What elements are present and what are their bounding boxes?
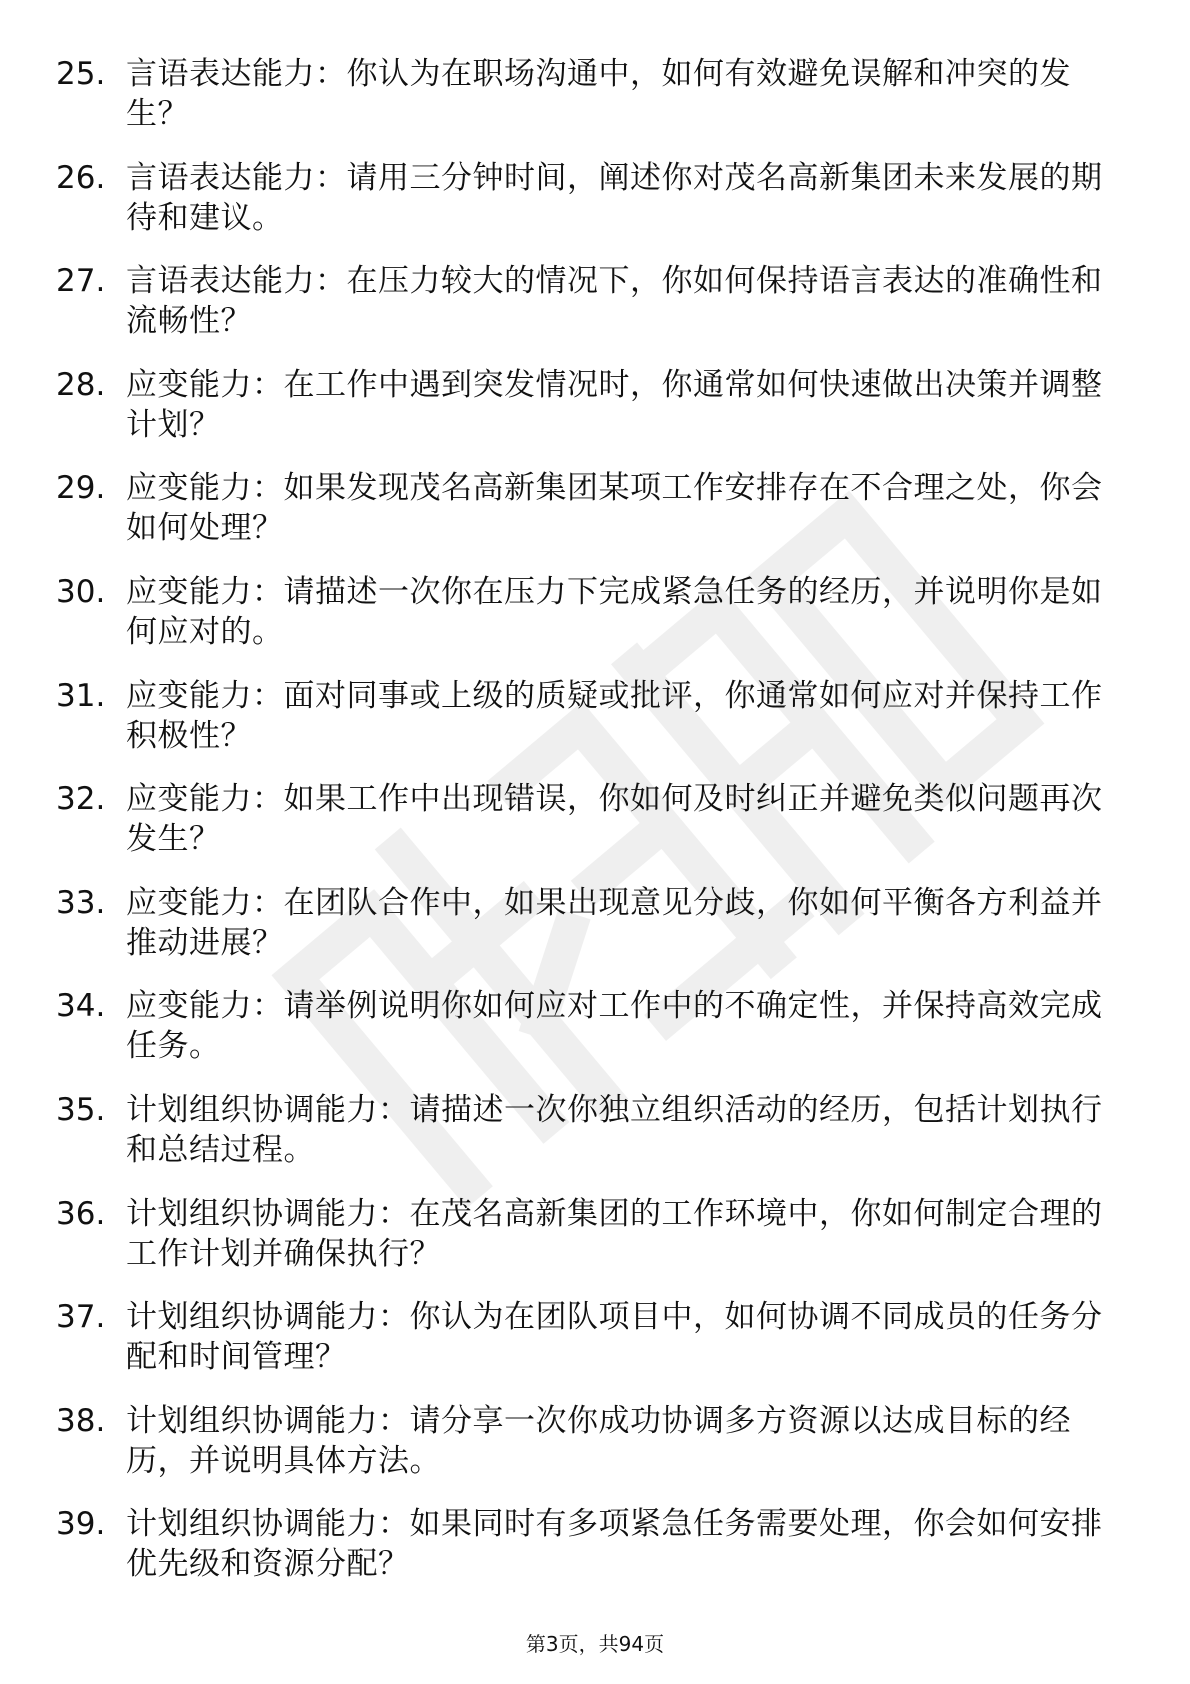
question-text: 应变能力：如果工作中出现错误，你如何及时纠正并避免类似问题再次发生？ — [126, 781, 1103, 858]
question-list — [56, 54, 1116, 1608]
question-number: 33. — [56, 884, 106, 921]
question-text: 应变能力：在团队合作中，如果出现意见分歧，你如何平衡各方利益并推动进展？ — [126, 884, 1103, 961]
list-item — [56, 365, 1116, 469]
question-number: 32. — [56, 781, 106, 818]
list-item — [56, 1401, 1116, 1505]
question-text: 计划组织协调能力：你认为在团队项目中，如何协调不同成员的任务分配和时间管理？ — [126, 1299, 1103, 1376]
list-item — [56, 883, 1116, 987]
list-item — [56, 572, 1116, 676]
list-item — [56, 1194, 1116, 1298]
question-text: 言语表达能力：你认为在职场沟通中，如何有效避免误解和冲突的发生？ — [126, 56, 1071, 132]
list-item — [56, 1090, 1116, 1194]
question-text: 计划组织协调能力：请分享一次你成功协调多方资源以达成目标的经历，并说明具体方法。 — [126, 1402, 1071, 1479]
question-text: 应变能力：如果发现茂名高新集团某项工作安排存在不合理之处，你会如何处理？ — [126, 470, 1103, 547]
list-item — [56, 1297, 1116, 1401]
list-item — [56, 468, 1116, 572]
question-number: 30. — [56, 573, 106, 610]
question-number: 29. — [56, 470, 106, 507]
question-number: 26. — [56, 159, 106, 196]
question-text: 言语表达能力：请用三分钟时间，阐述你对茂名高新集团未来发展的期待和建议。 — [126, 159, 1103, 236]
list-item — [56, 1504, 1116, 1608]
question-text: 计划组织协调能力：在茂名高新集团的工作环境中，你如何制定合理的工作计划并确保执行？ — [126, 1195, 1103, 1272]
question-number: 38. — [56, 1402, 106, 1439]
question-text: 应变能力：请举例说明你如何应对工作中的不确定性，并保持高效完成任务。 — [126, 988, 1103, 1065]
question-text: 应变能力：请描述一次你在压力下完成紧急任务的经历，并说明你是如何应对的。 — [126, 573, 1103, 650]
page-footer: 第3页，共94页 — [525, 1632, 665, 1656]
question-number: 25. — [56, 56, 106, 92]
question-number: 28. — [56, 366, 106, 403]
question-text: 应变能力：面对同事或上级的质疑或批评，你通常如何应对并保持工作积极性？ — [126, 677, 1103, 754]
question-text: 计划组织协调能力：如果同时有多项紧急任务需要处理，你会如何安排优先级和资源分配？ — [126, 1506, 1103, 1583]
question-number: 37. — [56, 1299, 106, 1336]
question-number: 35. — [56, 1091, 106, 1128]
question-number: 36. — [56, 1195, 106, 1232]
list-item — [56, 986, 1116, 1090]
question-number: 34. — [56, 988, 106, 1025]
list-item — [56, 676, 1116, 780]
question-text: 计划组织协调能力：请描述一次你独立组织活动的经历，包括计划执行和总结过程。 — [126, 1091, 1103, 1168]
list-item — [56, 158, 1116, 262]
list-item — [56, 261, 1116, 365]
question-text: 言语表达能力：在压力较大的情况下，你如何保持语言表达的准确性和流畅性？ — [126, 263, 1103, 340]
question-number: 27. — [56, 263, 106, 300]
question-number: 39. — [56, 1506, 106, 1543]
question-text: 应变能力：在工作中遇到突发情况时，你通常如何快速做出决策并调整计划？ — [126, 366, 1103, 443]
list-item — [56, 54, 1116, 158]
list-item — [56, 779, 1116, 883]
question-number: 31. — [56, 677, 106, 714]
